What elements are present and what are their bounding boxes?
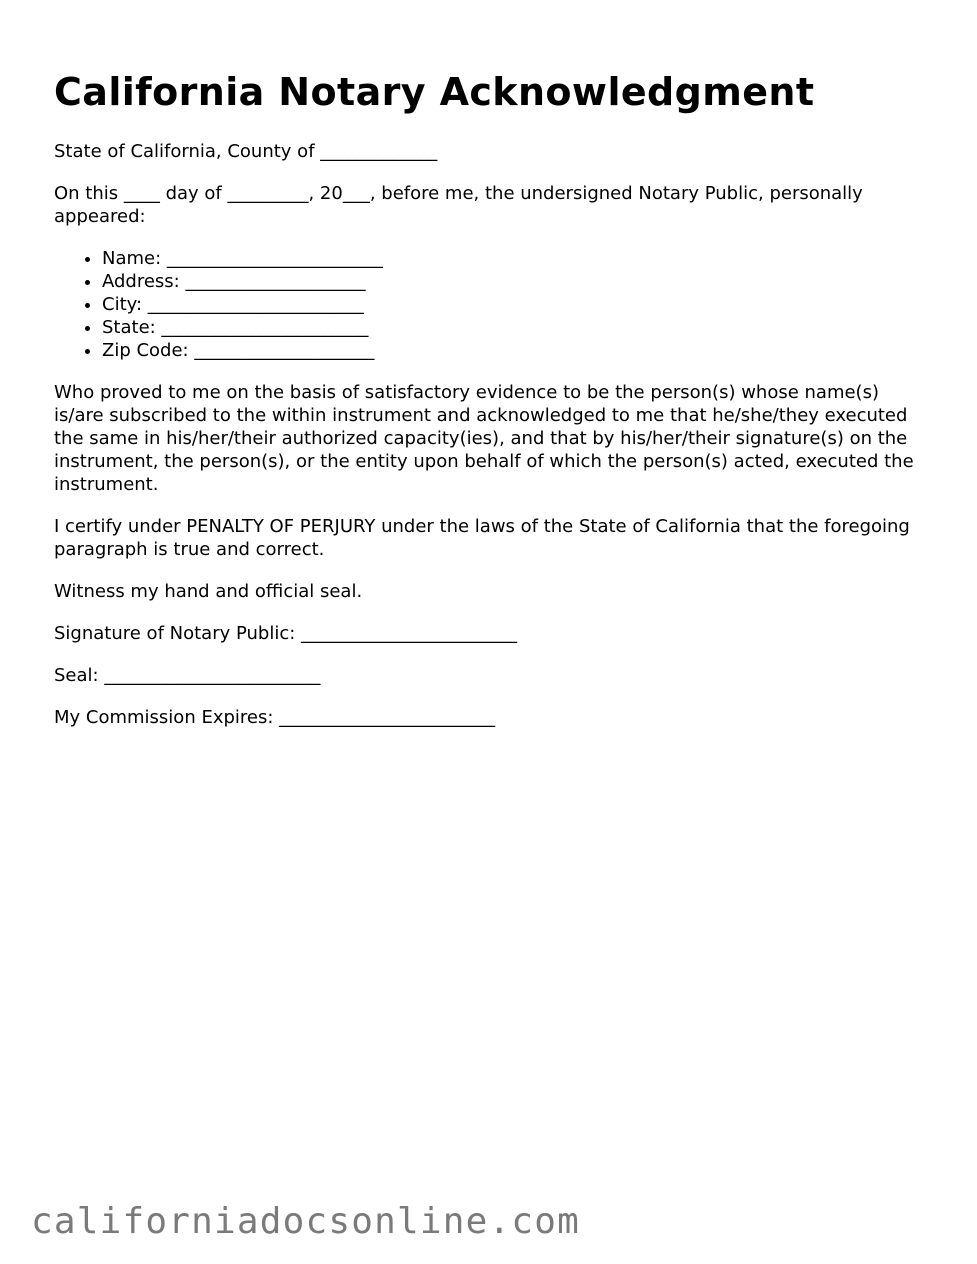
witness-line: Witness my hand and official seal. <box>54 581 363 602</box>
seal-line: Seal: ________________________ <box>54 665 321 686</box>
signature-line: Signature of Notary Public: ________________________ <box>54 623 518 644</box>
document-title: California Notary Acknowledgment <box>54 70 815 114</box>
perjury-paragraph: I certify under PENALTY OF PERJURY under the laws of the State of California that the foregoing paragraph is true and correct. <box>54 516 910 560</box>
address-field-line: • Address: ____________________ <box>102 270 934 293</box>
venue-line: State of California, County of _____________ <box>54 141 438 162</box>
site-watermark: californiadocsonline.com <box>31 1201 580 1242</box>
zip-code-field-line: • Zip Code: ____________________ <box>102 339 934 362</box>
name-field-line: • Name: ________________________ <box>102 247 934 270</box>
document-page <box>54 66 934 748</box>
proof-paragraph: Who proved to me on the basis of satisfactory evidence to be the person(s) whose name(s) is/are subscribed to the within instrument and acknowledged to me that he/she/they executed the same in his/her/their authorized capacity(ies), and that by his/her/their signature(s) on the instrument, the person(s), or the entity upon behalf of which the person(s) acted, executed the instrument. <box>54 382 914 495</box>
state-field-line: • State: _______________________ <box>102 316 934 339</box>
commission-expires-line: My Commission Expires: ________________________ <box>54 707 496 728</box>
appearer-fields-list <box>54 247 934 362</box>
date-line: On this ____ day of _________, 20___, before me, the undersigned Notary Public, personally appeared: <box>54 183 863 227</box>
city-field-line: • City: ________________________ <box>102 293 934 316</box>
